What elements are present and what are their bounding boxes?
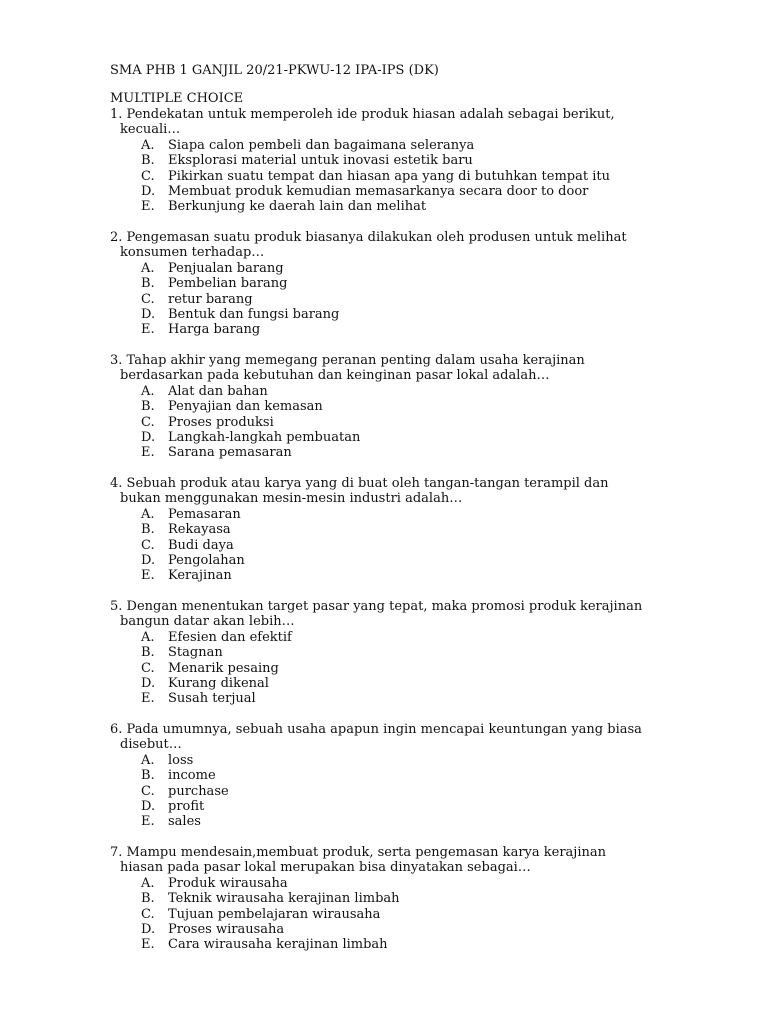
option-letter: E. <box>141 322 155 338</box>
question-2 <box>110 230 670 338</box>
option-a <box>110 753 670 768</box>
option-text: Penyajian dan kemasan <box>168 399 323 415</box>
option-text: Rekayasa <box>168 522 231 538</box>
option-d <box>110 430 670 445</box>
question-text: konsumen terhadap… <box>120 245 265 261</box>
option-text: Berkunjung ke daerah lain dan melihat <box>168 199 427 215</box>
option-text: sales <box>168 814 201 830</box>
option-d <box>110 922 670 937</box>
option-e <box>110 445 670 460</box>
option-letter: D. <box>141 183 156 199</box>
option-text: Alat dan bahan <box>168 383 268 399</box>
option-letter: D. <box>141 798 156 814</box>
question-6 <box>110 722 670 830</box>
option-text: Sarana pemasaran <box>168 445 292 461</box>
option-letter: C. <box>141 783 155 799</box>
option-letter: D. <box>141 552 156 568</box>
option-letter: E. <box>141 199 155 215</box>
option-text: Membuat produk kemudian memasarkanya secara door to door <box>168 183 589 199</box>
option-b <box>110 522 670 537</box>
option-a <box>110 507 670 522</box>
option-letter: B. <box>141 276 155 292</box>
question-text: 2. Pengemasan suatu produk biasanya dilakukan oleh produsen untuk melihat <box>110 230 627 245</box>
question-7 <box>110 845 670 953</box>
option-b <box>110 399 670 414</box>
option-letter: D. <box>141 306 156 322</box>
option-letter: A. <box>141 752 155 768</box>
option-text: Teknik wirausaha kerajinan limbah <box>168 891 400 907</box>
option-text: Pikirkan suatu tempat dan hiasan apa yang di butuhkan tempat itu <box>168 168 610 184</box>
option-text: Tujuan pembelajaran wirausaha <box>168 906 381 922</box>
option-e <box>110 814 670 829</box>
option-b <box>110 891 670 906</box>
option-letter: D. <box>141 921 156 937</box>
option-c <box>110 907 670 922</box>
option-text: Pembelian barang <box>168 276 288 292</box>
question-text: 6. Pada umumnya, sebuah usaha apapun ingin mencapai keuntungan yang biasa <box>110 722 642 737</box>
question-text: 4. Sebuah produk atau karya yang di buat oleh tangan-tangan terampil dan <box>110 476 609 491</box>
option-d <box>110 307 670 322</box>
option-letter: A. <box>141 383 155 399</box>
option-letter: A. <box>141 506 155 522</box>
option-text: loss <box>168 752 194 768</box>
option-letter: B. <box>141 522 155 538</box>
option-letter: A. <box>141 260 155 276</box>
option-text: retur barang <box>168 291 253 307</box>
option-e <box>110 937 670 952</box>
option-letter: E. <box>141 814 155 830</box>
option-text: Cara wirausaha kerajinan limbah <box>168 937 388 953</box>
option-c <box>110 292 670 307</box>
option-text: Menarik pesaing <box>168 660 279 676</box>
option-letter: C. <box>141 660 155 676</box>
document-title: SMA PHB 1 GANJIL 20/21-PKWU-12 IPA-IPS (DK) <box>110 63 439 78</box>
option-d <box>110 184 670 199</box>
question-3 <box>110 353 670 461</box>
option-c <box>110 784 670 799</box>
option-b <box>110 276 670 291</box>
option-d <box>110 676 670 691</box>
option-letter: E. <box>141 445 155 461</box>
option-e <box>110 691 670 706</box>
question-text: berdasarkan pada kebutuhan dan keinginan pasar lokal adalah… <box>120 368 550 384</box>
option-text: Penjualan barang <box>168 260 284 276</box>
question-text: kecuali… <box>120 122 181 138</box>
option-text: Siapa calon pembeli dan bagaimana seleranya <box>168 137 475 153</box>
option-text: Budi daya <box>168 537 234 553</box>
question-text: bukan menggunakan mesin-mesin industri adalah… <box>120 491 463 507</box>
option-letter: B. <box>141 153 155 169</box>
option-letter: C. <box>141 537 155 553</box>
section-heading: MULTIPLE CHOICE <box>110 91 244 106</box>
option-letter: B. <box>141 768 155 784</box>
question-text: 1. Pendekatan untuk memperoleh ide produk hiasan adalah sebagai berikut, <box>110 107 615 122</box>
option-letter: C. <box>141 168 155 184</box>
option-b <box>110 645 670 660</box>
option-letter: D. <box>141 675 156 691</box>
option-text: Kerajinan <box>168 568 232 584</box>
option-d <box>110 799 670 814</box>
option-a <box>110 138 670 153</box>
option-letter: D. <box>141 429 156 445</box>
option-letter: C. <box>141 291 155 307</box>
option-letter: B. <box>141 891 155 907</box>
option-text: income <box>168 768 216 784</box>
option-letter: C. <box>141 906 155 922</box>
option-letter: A. <box>141 875 155 891</box>
option-text: Harga barang <box>168 322 261 338</box>
option-text: purchase <box>168 783 229 799</box>
option-a <box>110 261 670 276</box>
option-text: Efesien dan efektif <box>168 629 292 645</box>
question-5 <box>110 599 670 707</box>
option-text: Kurang dikenal <box>168 675 269 691</box>
option-letter: E. <box>141 937 155 953</box>
option-letter: E. <box>141 568 155 584</box>
question-text: 7. Mampu mendesain,membuat produk, serta pengemasan karya kerajinan <box>110 845 606 860</box>
option-text: Susah terjual <box>168 691 256 707</box>
question-text: 3. Tahap akhir yang memegang peranan penting dalam usaha kerajinan <box>110 353 585 368</box>
option-text: Eksplorasi material untuk inovasi estetik baru <box>168 153 473 169</box>
option-text: Langkah-langkah pembuatan <box>168 429 361 445</box>
question-4 <box>110 476 670 584</box>
option-a <box>110 384 670 399</box>
option-letter: B. <box>141 399 155 415</box>
option-text: Produk wirausaha <box>168 875 288 891</box>
option-e <box>110 568 670 583</box>
question-1 <box>110 107 670 215</box>
option-letter: E. <box>141 691 155 707</box>
option-text: Proses produksi <box>168 414 274 430</box>
option-c <box>110 538 670 553</box>
option-letter: C. <box>141 414 155 430</box>
option-letter: A. <box>141 137 155 153</box>
option-e <box>110 199 670 214</box>
option-b <box>110 768 670 783</box>
option-c <box>110 661 670 676</box>
option-text: Proses wirausaha <box>168 921 285 937</box>
option-letter: A. <box>141 629 155 645</box>
option-text: Pemasaran <box>168 506 241 522</box>
option-c <box>110 169 670 184</box>
option-text: profit <box>168 798 205 814</box>
option-b <box>110 153 670 168</box>
option-a <box>110 630 670 645</box>
option-text: Stagnan <box>168 645 223 661</box>
option-text: Bentuk dan fungsi barang <box>168 306 340 322</box>
question-text: hiasan pada pasar lokal merupakan bisa dinyatakan sebagai… <box>120 860 531 876</box>
question-text: disebut… <box>120 737 182 753</box>
option-text: Pengolahan <box>168 552 245 568</box>
option-letter: B. <box>141 645 155 661</box>
question-text: bangun datar akan lebih… <box>120 614 295 630</box>
option-e <box>110 322 670 337</box>
option-a <box>110 876 670 891</box>
question-text: 5. Dengan menentukan target pasar yang tepat, maka promosi produk kerajinan <box>110 599 643 614</box>
option-c <box>110 415 670 430</box>
option-d <box>110 553 670 568</box>
